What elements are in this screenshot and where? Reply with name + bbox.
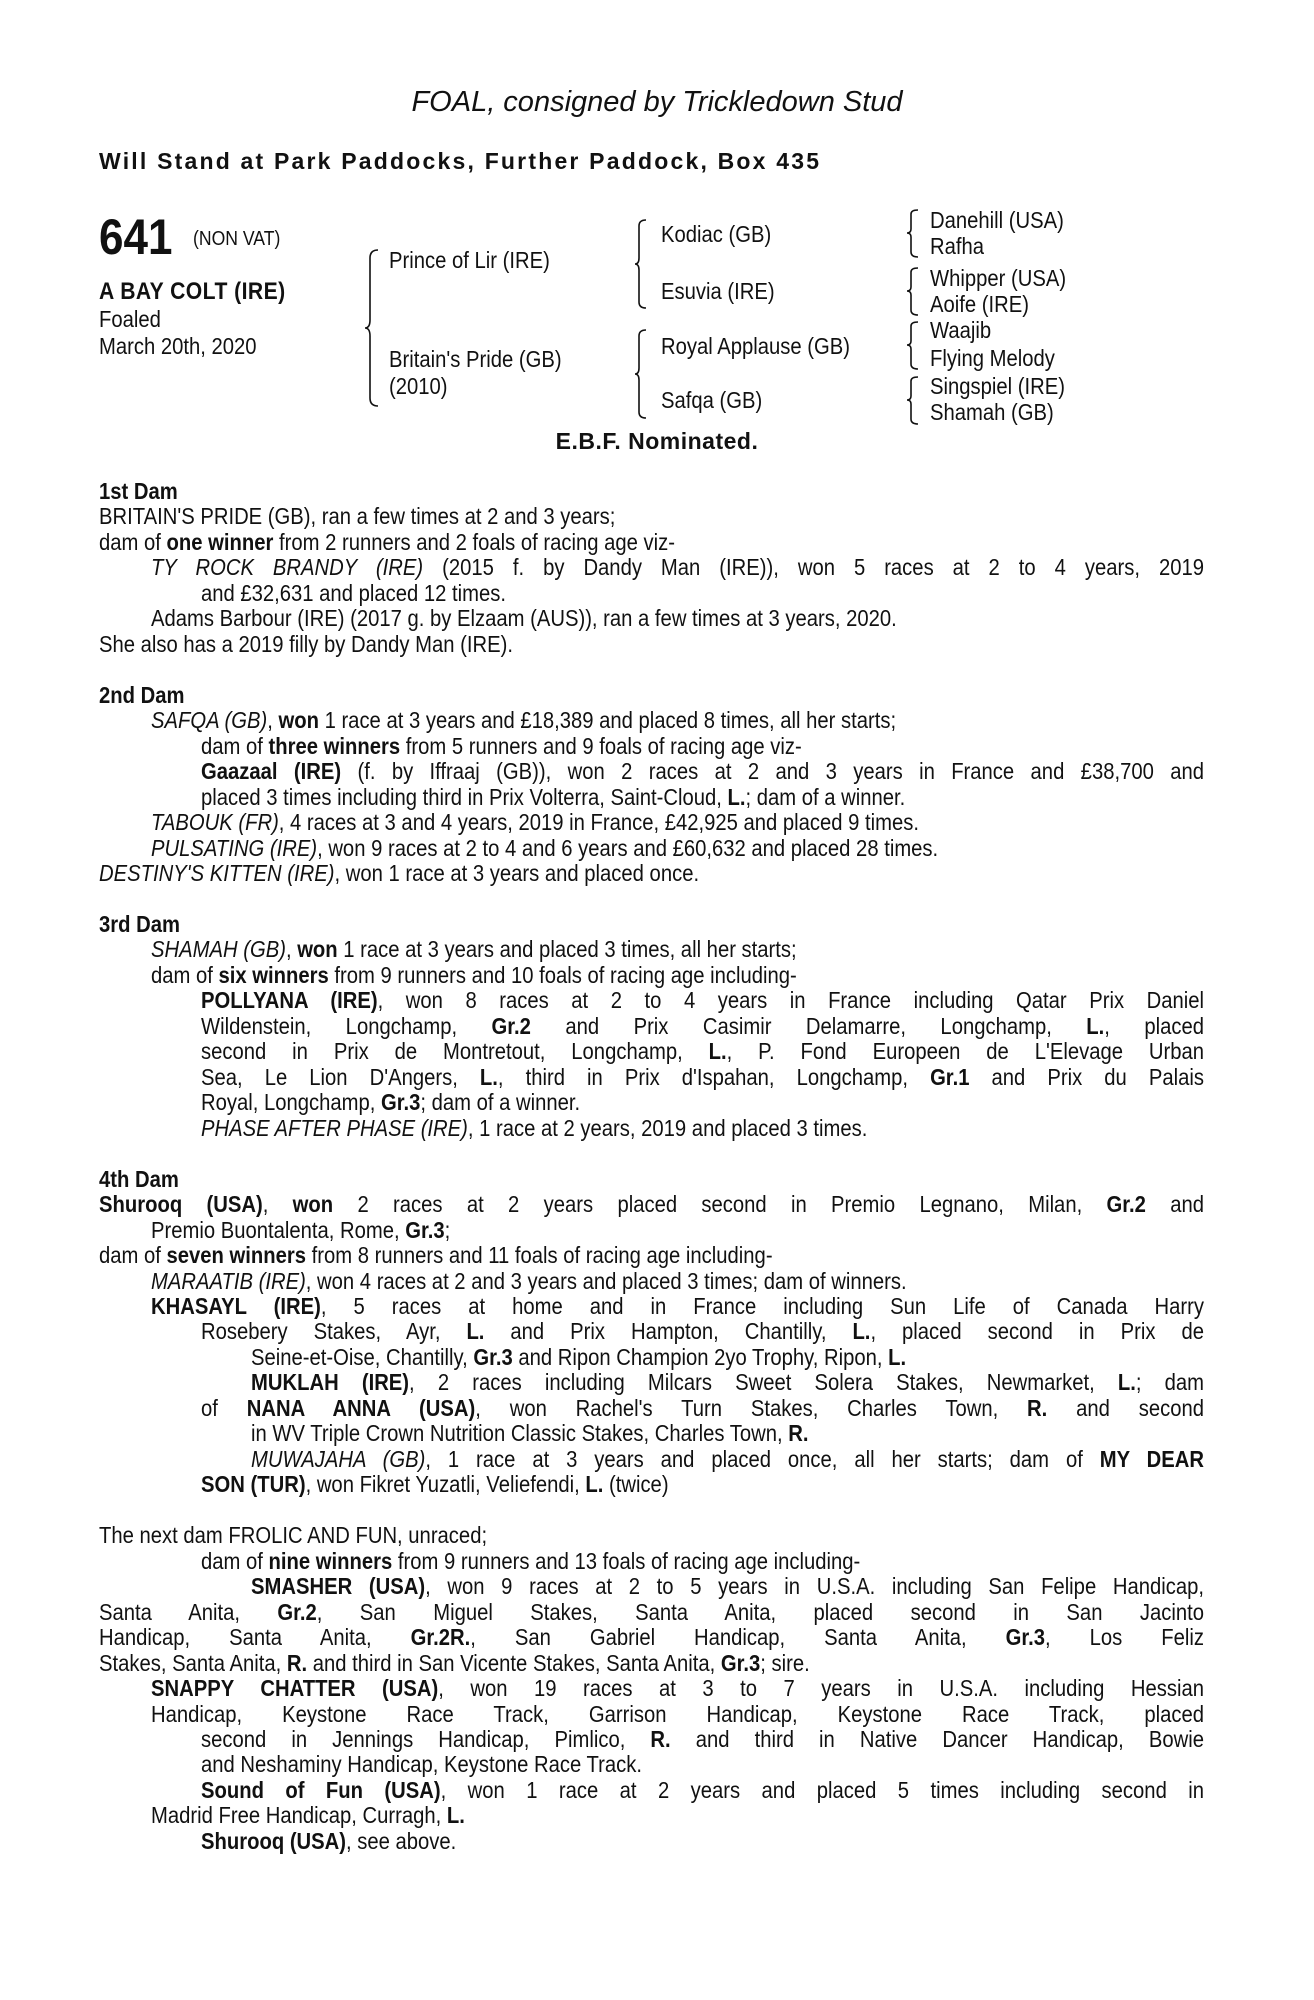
line-text [201, 1472, 669, 1497]
text: , [262, 1191, 293, 1218]
line-text [151, 1702, 1204, 1727]
line-text [99, 861, 699, 886]
record-line [0, 1829, 1314, 1854]
text: , 2 races including Milcars Sweet Solera Stakes, Newmarket, [409, 1369, 1118, 1396]
line-text [201, 1396, 1204, 1421]
bold-text: L. [466, 1318, 485, 1345]
text: (twice) [603, 1471, 669, 1498]
italic-text: DESTINY'S KITTEN (IRE) [99, 860, 335, 887]
heading-text: 1st Dam [99, 478, 178, 504]
line-text [201, 734, 802, 759]
line-text [201, 1829, 456, 1854]
text: from 2 runners and 2 foals of racing age viz- [273, 528, 675, 555]
text: ; dam of a winner. [745, 783, 906, 810]
section-heading [0, 1167, 1314, 1192]
bold-text: R. [286, 1649, 308, 1676]
text: Premio Buontalenta, Rome, [151, 1216, 406, 1243]
line-text [151, 836, 938, 861]
record-line [0, 1345, 1314, 1370]
text: and Neshaminy Handicap, Keystone Race Track. [201, 1751, 643, 1778]
pedigree-brace-3d [906, 375, 922, 427]
text: 1 race at 3 years and placed 3 times, all her starts; [337, 936, 797, 963]
line-text [99, 1523, 487, 1548]
line-text [201, 581, 506, 606]
heading-text: 2nd Dam [99, 681, 185, 708]
produce-record [0, 479, 1314, 1854]
line-text [201, 1752, 642, 1777]
text: from 8 runners and 11 foals of racing age including- [306, 1242, 773, 1269]
line-text [251, 1370, 1204, 1395]
bold-text: one winner [166, 528, 274, 555]
line-text [99, 479, 178, 504]
record-line [0, 1803, 1314, 1828]
text: Seine-et-Oise, Chantilly, [251, 1343, 474, 1370]
italic-text: PHASE AFTER PHASE (IRE) [201, 1114, 468, 1141]
record-line [0, 1218, 1314, 1243]
section-heading [0, 912, 1314, 937]
pedigree-brace-1 [364, 248, 384, 408]
record-line [0, 1778, 1314, 1803]
record-line [0, 1727, 1314, 1752]
line-text [151, 1803, 465, 1828]
italic-text: TABOUK (FR) [151, 809, 279, 836]
text: second in Prix de Montretout, Longchamp, [201, 1038, 709, 1065]
text: Rosebery Stakes, Ayr, [201, 1318, 467, 1345]
bold-text: MUKLAH (IRE) [251, 1369, 410, 1396]
text: Sea, Le Lion D'Angers, [201, 1063, 480, 1090]
italic-text: SAFQA (GB) [151, 707, 268, 734]
record-line [0, 581, 1314, 606]
heading-text: 4th Dam [99, 1165, 179, 1192]
bold-text: won [297, 936, 338, 963]
text: from 9 runners and 13 foals of racing age including- [392, 1547, 861, 1574]
pedigree-brace-2a [634, 218, 650, 310]
grandsire-5: Waajib [930, 317, 992, 343]
bold-text: L. [1117, 1369, 1136, 1396]
text: BRITAIN'S PRIDE (GB), ran a few times at 2 and 3 years; [99, 503, 616, 530]
text: ; dam [1135, 1369, 1205, 1396]
record-line [0, 1549, 1314, 1574]
text: Wildenstein, Longchamp, [201, 1012, 492, 1039]
record-line [0, 1065, 1314, 1090]
text: , won Fikret Yuzatli, Veliefendi, [305, 1471, 586, 1498]
text: , P. Fond Europeen de L'Elevage Urban [726, 1038, 1205, 1065]
record-line [0, 530, 1314, 555]
line-text [201, 1014, 1204, 1039]
dam: Britain's Pride (GB) [389, 346, 562, 372]
record-line [0, 1116, 1314, 1141]
bold-text: six winners [218, 961, 329, 988]
record-line [0, 963, 1314, 988]
italic-text: MUWAJAHA (GB) [251, 1445, 426, 1472]
line-text [201, 1039, 1204, 1064]
line-text [99, 1651, 810, 1676]
line-text [99, 1600, 1204, 1625]
line-text [201, 988, 1204, 1013]
text: , won 8 races at 2 to 4 years in France including Qatar Prix Daniel [377, 987, 1204, 1014]
record-line [0, 1039, 1314, 1064]
italic-text: TY ROCK BRANDY (IRE) [151, 554, 424, 581]
bold-text: Sound of Fun (USA) [201, 1776, 441, 1803]
bold-text: NANA ANNA (USA) [246, 1394, 476, 1421]
text: (2015 f. by Dandy Man (IRE)), won 5 races at 2 to 4 years, 2019 [423, 554, 1204, 581]
line-text [201, 1727, 1204, 1752]
bold-text: Gr.3 [720, 1649, 761, 1676]
dam-dam: Safqa (GB) [661, 387, 763, 413]
record-line [0, 1447, 1314, 1472]
consignment-title: FOAL, consigned by Trickledown Stud [411, 86, 903, 118]
text: , Los Feliz [1045, 1624, 1204, 1651]
bold-text: three winners [268, 732, 401, 759]
text: She also has a 2019 filly by Dandy Man (IRE). [99, 630, 514, 657]
text: in WV Triple Crown Nutrition Classic Stakes, Charles Town, [251, 1420, 789, 1447]
line-text [201, 1116, 867, 1141]
text: , won 1 race at 3 years and placed once. [334, 860, 700, 887]
line-text [151, 1218, 450, 1243]
text: ; sire. [760, 1649, 810, 1676]
record-line [0, 555, 1314, 580]
bold-text: MY DEAR [1099, 1445, 1204, 1472]
text: dam of [201, 1547, 269, 1574]
text: dam of [99, 1242, 167, 1269]
record-line [0, 810, 1314, 835]
text: , third in Prix d'Ispahan, Longchamp, [497, 1063, 931, 1090]
line-text [201, 1065, 1204, 1090]
text: from 5 runners and 9 foals of racing age viz- [400, 732, 802, 759]
bold-text: Gr.3 [1005, 1624, 1046, 1651]
bold-text: R. [788, 1420, 809, 1447]
grandsire-3: Whipper (USA) [930, 265, 1067, 291]
bold-text: Gr.2 [491, 1012, 531, 1039]
ebf-nomination: E.B.F. Nominated. [555, 428, 759, 454]
text: ; [444, 1216, 451, 1243]
text: placed 3 times including third in Prix Volterra, Saint-Cloud, [201, 783, 728, 810]
line-text [151, 937, 797, 962]
lot-number: 641 [99, 209, 173, 265]
bold-text: L. [585, 1471, 604, 1498]
record-line [0, 632, 1314, 657]
line-text [201, 1549, 860, 1574]
record-line [0, 606, 1314, 631]
pedigree-brace-3a [906, 208, 922, 260]
bold-text: SON (TUR) [201, 1471, 306, 1498]
line-text [201, 785, 905, 810]
text: , won 19 races at 3 to 7 years in U.S.A. including Hessian [438, 1675, 1204, 1702]
text: from 9 runners and 10 foals of racing age including- [328, 961, 797, 988]
line-text [151, 1676, 1204, 1701]
blank-line [0, 657, 1314, 682]
bold-text: seven winners [166, 1242, 307, 1269]
record-line [0, 734, 1314, 759]
line-text [251, 1421, 809, 1446]
text: Royal, Longchamp, [201, 1089, 382, 1116]
record-line [0, 1574, 1314, 1599]
record-line [0, 1269, 1314, 1294]
text: The next dam FROLIC AND FUN, unraced; [99, 1522, 488, 1549]
granddam-6: Flying Melody [930, 345, 1055, 371]
text: dam of [201, 732, 269, 759]
record-line [0, 1676, 1314, 1701]
record-line [0, 1319, 1314, 1344]
record-line [0, 504, 1314, 529]
line-text [99, 1625, 1204, 1650]
text: , won 4 races at 2 and 3 years and placed 3 times; dam of winners. [305, 1267, 907, 1294]
italic-text: PULSATING (IRE) [151, 834, 318, 861]
record-line [0, 1651, 1314, 1676]
text: , won 9 races at 2 to 5 years in U.S.A. including San Felipe Handicap, [425, 1573, 1204, 1600]
line-text [151, 1269, 907, 1294]
line-text [151, 1294, 1204, 1319]
blank-line [0, 1498, 1314, 1523]
blank-line [0, 887, 1314, 912]
lot-description: A BAY COLT (IRE) [99, 278, 286, 305]
bold-text: Gr.1 [930, 1063, 970, 1090]
bold-text: SNAPPY CHATTER (USA) [151, 1675, 439, 1702]
text: and Ripon Champion 2yo Trophy, Ripon, [512, 1343, 889, 1370]
line-text [201, 759, 1204, 784]
bold-text: Shurooq (USA) [201, 1827, 347, 1854]
bold-text: L. [727, 783, 746, 810]
record-line [0, 1192, 1314, 1217]
text: , won 1 race at 2 years and placed 5 times including second in [440, 1776, 1204, 1803]
record-line [0, 1625, 1314, 1650]
grandsire-1: Danehill (USA) [930, 207, 1064, 233]
granddam-2: Rafha [930, 233, 985, 259]
record-line [0, 1472, 1314, 1497]
text: and Prix Hampton, Chantilly, [484, 1318, 853, 1345]
bold-text: L. [446, 1802, 465, 1829]
record-line [0, 1600, 1314, 1625]
text: , won 9 races at 2 to 4 and 6 years and £60,632 and placed 28 times. [317, 834, 939, 861]
record-line [0, 1523, 1314, 1548]
record-line [0, 1090, 1314, 1115]
bold-text: Gaazaal (IRE) [201, 758, 342, 785]
text: 2 races at 2 years placed second in Premio Legnano, Milan, [333, 1191, 1107, 1218]
pedigree-brace-2b [634, 328, 650, 420]
bold-text: L. [888, 1343, 907, 1370]
italic-text: SHAMAH (GB) [151, 936, 286, 963]
section-heading [0, 479, 1314, 504]
line-text [151, 606, 897, 631]
bold-text: Gr.3 [405, 1216, 445, 1243]
text: (f. by Iffraaj (GB)), won 2 races at 2 and 3 years in France and £38,700 and [341, 758, 1204, 785]
line-text [99, 1192, 1204, 1217]
text: Madrid Free Handicap, Curragh, [151, 1802, 447, 1829]
text: Stakes, Santa Anita, [99, 1649, 287, 1676]
text: of [201, 1394, 247, 1421]
bold-text: won [278, 707, 319, 734]
bold-text: Gr.3 [473, 1343, 513, 1370]
text: , placed [1104, 1012, 1204, 1039]
granddam-4: Aoife (IRE) [930, 291, 1029, 317]
line-text [99, 504, 615, 529]
text: , [285, 936, 298, 963]
text: , San Gabriel Handicap, Santa Anita, [470, 1624, 1006, 1651]
line-text [151, 963, 797, 988]
text: and second [1047, 1394, 1204, 1421]
text: , 4 races at 3 and 4 years, 2019 in France, £42,925 and placed 9 times. [278, 809, 920, 836]
heading-text: 3rd Dam [99, 910, 181, 937]
line-text [99, 683, 184, 708]
record-line [0, 1014, 1314, 1039]
bold-text: Shurooq (USA) [99, 1191, 263, 1218]
text: and third in San Vicente Stakes, Santa Anita, [307, 1649, 721, 1676]
text: ; dam of a winner. [420, 1089, 581, 1116]
text: , 1 race at 3 years and placed once, all her starts; dam of [425, 1445, 1100, 1472]
record-line [0, 988, 1314, 1013]
bold-text: Gr.2 [1106, 1191, 1146, 1218]
text: , won Rachel's Turn Stakes, Charles Town, [475, 1394, 1028, 1421]
line-text [151, 555, 1204, 580]
granddam-8: Shamah (GB) [930, 399, 1054, 425]
text: Handicap, Santa Anita, [99, 1624, 411, 1651]
bold-text: L. [479, 1063, 498, 1090]
text: Santa Anita, [99, 1598, 278, 1625]
text: dam of [151, 961, 219, 988]
record-line [0, 708, 1314, 733]
bold-text: won [292, 1191, 334, 1218]
text: Handicap, Keystone Race Track, Garrison Handicap, Keystone Race Track, placed [151, 1700, 1204, 1727]
bold-text: SMASHER (USA) [251, 1573, 426, 1600]
record-line [0, 1294, 1314, 1319]
sire-dam: Esuvia (IRE) [661, 278, 775, 304]
sire-sire: Kodiac (GB) [661, 221, 772, 247]
text: and [1145, 1191, 1205, 1218]
section-heading [0, 683, 1314, 708]
line-text [251, 1574, 1204, 1599]
record-line [0, 861, 1314, 886]
bold-text: R. [650, 1725, 671, 1752]
line-text [99, 1243, 773, 1268]
text: and third in Native Dancer Handicap, Bowie [670, 1725, 1205, 1752]
record-line [0, 1752, 1314, 1777]
foaled-label: Foaled [99, 306, 161, 332]
blank-line [0, 1141, 1314, 1166]
bold-text: R. [1027, 1394, 1048, 1421]
bold-text: Gr.3 [381, 1089, 421, 1116]
sire: Prince of Lir (IRE) [389, 247, 550, 273]
bold-text: L. [852, 1318, 871, 1345]
pedigree-brace-3c [906, 320, 922, 372]
grandsire-7: Singspiel (IRE) [930, 373, 1065, 399]
line-text [99, 912, 180, 937]
line-text [151, 708, 896, 733]
text: and £32,631 and placed 12 times. [201, 579, 506, 606]
record-line [0, 759, 1314, 784]
text: 1 race at 3 years and £18,389 and placed 8 times, all her starts; [318, 707, 897, 734]
record-line [0, 1421, 1314, 1446]
pedigree-brace-3b [906, 266, 922, 318]
line-text [201, 1778, 1204, 1803]
stand-location: Will Stand at Park Paddocks, Further Paddock, Box 435 [99, 148, 822, 174]
text: second in Jennings Handicap, Pimlico, [201, 1725, 651, 1752]
text: , San Miguel Stakes, Santa Anita, placed second in San Jacinto [316, 1598, 1204, 1625]
line-text [151, 810, 919, 835]
line-text [251, 1447, 1204, 1472]
record-line [0, 1370, 1314, 1395]
line-text [201, 1090, 580, 1115]
record-line [0, 836, 1314, 861]
text: , [267, 707, 279, 734]
line-text [99, 632, 513, 657]
record-line [0, 1243, 1314, 1268]
line-text [99, 1167, 179, 1192]
bold-text: KHASAYL (IRE) [151, 1293, 321, 1319]
bold-text: POLLYANA (IRE) [201, 987, 378, 1014]
bold-text: nine winners [268, 1547, 393, 1574]
record-line [0, 785, 1314, 810]
record-line [0, 1396, 1314, 1421]
dam-sire: Royal Applause (GB) [661, 333, 851, 359]
bold-text: Gr.2R. [410, 1624, 471, 1651]
text: and Prix Casimir Delamarre, Longchamp, [530, 1012, 1087, 1039]
text: , 5 races at home and in France including Sun Life of Canada Harry [320, 1293, 1204, 1319]
text: dam of [99, 528, 167, 555]
record-line [0, 937, 1314, 962]
bold-text: Gr.2 [277, 1598, 317, 1625]
text: , placed second in Prix de [870, 1318, 1204, 1345]
line-text [201, 1319, 1204, 1344]
text: , see above. [346, 1827, 457, 1854]
text: Adams Barbour (IRE) (2017 g. by Elzaam (AUS)), ran a few times at 3 years, 2020. [151, 605, 897, 632]
bold-text: L. [708, 1038, 727, 1065]
line-text [251, 1345, 906, 1370]
foaled-date: March 20th, 2020 [99, 333, 257, 359]
record-line [0, 1702, 1314, 1727]
italic-text: MARAATIB (IRE) [151, 1267, 306, 1294]
vat-status: (NON VAT) [193, 228, 281, 250]
bold-text: L. [1086, 1012, 1105, 1039]
line-text [99, 530, 675, 555]
text: and Prix du Palais [969, 1063, 1204, 1090]
text: , 1 race at 2 years, 2019 and placed 3 times. [467, 1114, 868, 1141]
dam-year: (2010) [389, 373, 448, 399]
